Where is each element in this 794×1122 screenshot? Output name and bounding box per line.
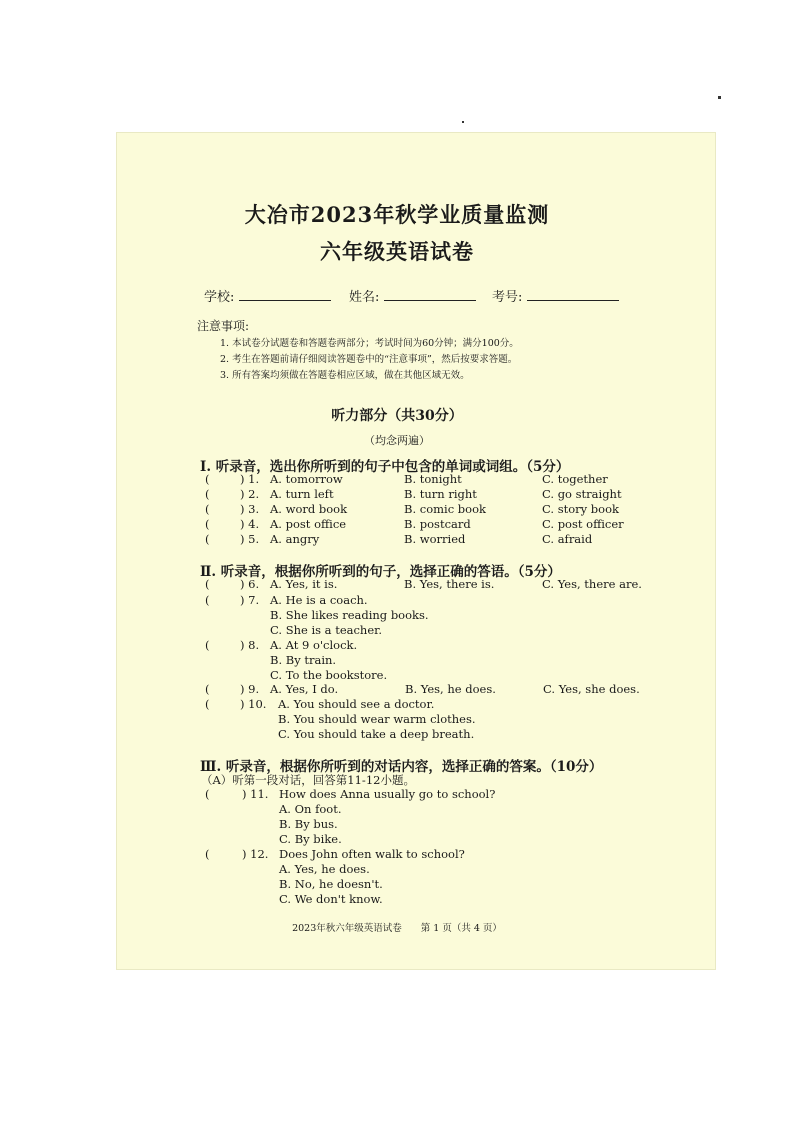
field-name-line[interactable]	[384, 288, 476, 301]
option-a: A. turn left	[270, 487, 334, 501]
exam-title-line1: 大冶市2023年秋学业质量监测	[244, 202, 550, 227]
field-name	[349, 286, 476, 305]
scan-speck	[462, 121, 464, 123]
option-a: A. Yes, I do.	[270, 682, 339, 696]
question-number: ) 3.	[240, 502, 260, 516]
page-footer: 2023年秋六年级英语试卷 第 1 页（共 4 页）	[292, 923, 502, 934]
answer-paren[interactable]: (	[205, 638, 210, 652]
field-exam-number	[492, 286, 619, 305]
answer-paren[interactable]: (	[205, 517, 210, 531]
notice-item: 3. 所有答案均须做在答题卷相应区域，做在其他区域无效。	[220, 370, 470, 381]
field-exam-number-line[interactable]	[527, 288, 619, 301]
question-number: ) 2.	[240, 487, 260, 501]
section3-title: Ⅲ. 听录音，根据你所听到的对话内容，选择正确的答案。（10分）	[200, 759, 603, 775]
question-number: ) 8.	[240, 638, 260, 652]
option-b: B. postcard	[404, 517, 471, 531]
answer-paren[interactable]: (	[205, 487, 210, 501]
field-exam-number-label: 考号:	[492, 290, 523, 305]
answer-paren[interactable]: (	[205, 787, 210, 801]
section1-title: Ⅰ. 听录音，选出你所听到的句子中包含的单词或词组。（5分）	[200, 459, 570, 475]
field-school-label: 学校:	[204, 290, 235, 305]
option-c: C. You should take a deep breath.	[278, 727, 475, 741]
option-c: C. together	[542, 472, 608, 486]
option-b: B. No, he doesn't.	[279, 877, 383, 891]
option-c: C. Yes, she does.	[543, 682, 640, 696]
option-a: A. word book	[270, 502, 348, 516]
answer-paren[interactable]: (	[205, 593, 210, 607]
section3-part-a: （A）听第一段对话，回答第11-12小题。	[201, 773, 415, 787]
answer-paren[interactable]: (	[205, 577, 210, 591]
answer-paren[interactable]: (	[205, 532, 210, 546]
answer-paren[interactable]: (	[205, 502, 210, 516]
option-b: B. worried	[404, 532, 466, 546]
option-c: C. Yes, there are.	[542, 577, 642, 591]
answer-paren[interactable]: (	[205, 472, 210, 486]
question-number: ) 5.	[240, 532, 260, 546]
question-number: ) 6.	[240, 577, 260, 591]
option-a: A. post office	[270, 517, 347, 531]
part-title: 听力部分（共30分）	[331, 408, 463, 424]
answer-paren[interactable]: (	[205, 682, 210, 696]
option-b: B. comic book	[404, 502, 486, 516]
section2-title: Ⅱ. 听录音，根据你所听到的句子，选择正确的答语。（5分）	[200, 564, 561, 580]
option-a: A. On foot.	[279, 802, 342, 816]
option-c: C. post officer	[542, 517, 624, 531]
option-a: A. At 9 o'clock.	[270, 638, 358, 652]
question-number: ) 4.	[240, 517, 260, 531]
answer-paren[interactable]: (	[205, 847, 210, 861]
option-b: B. By bus.	[279, 817, 338, 831]
exam-title-line2: 六年级英语试卷	[320, 239, 474, 264]
option-a: A. He is a coach.	[270, 593, 368, 607]
field-school-line[interactable]	[239, 288, 331, 301]
option-a: A. angry	[270, 532, 320, 546]
question-number: ) 7.	[240, 593, 260, 607]
question-number: ) 9.	[240, 682, 260, 696]
option-a: A. You should see a doctor.	[278, 697, 435, 711]
question-number: ) 1.	[240, 472, 260, 486]
option-b: B. She likes reading books.	[270, 608, 429, 622]
question-stem: How does Anna usually go to school?	[279, 787, 496, 801]
question-number: ) 12.	[242, 847, 269, 861]
option-c: C. We don't know.	[279, 892, 383, 906]
option-c: C. go straight	[542, 487, 622, 501]
option-b: B. Yes, there is.	[404, 577, 495, 591]
question-stem: Does John often walk to school?	[279, 847, 465, 861]
notice-item: 1. 本试卷分试题卷和答题卷两部分；考试时间为60分钟；满分100分。	[220, 338, 519, 349]
option-b: B. Yes, he does.	[405, 682, 496, 696]
notice-item: 2. 考生在答题前请仔细阅读答题卷中的“注意事项”，然后按要求答题。	[220, 354, 518, 365]
option-b: B. tonight	[404, 472, 462, 486]
option-c: C. She is a teacher.	[270, 623, 383, 637]
option-c: C. By bike.	[279, 832, 342, 846]
option-b: B. turn right	[404, 487, 477, 501]
scan-speck	[718, 96, 721, 99]
option-c: C. afraid	[542, 532, 593, 546]
notice-heading: 注意事项:	[197, 319, 250, 333]
option-c: C. story book	[542, 502, 619, 516]
question-number: ) 11.	[242, 787, 269, 801]
part-note: （均念两遍）	[364, 434, 430, 447]
field-name-label: 姓名:	[349, 290, 380, 305]
option-b: B. By train.	[270, 653, 337, 667]
option-a: A. tomorrow	[270, 472, 343, 486]
answer-paren[interactable]: (	[205, 697, 210, 711]
question-number: ) 10.	[240, 697, 267, 711]
option-b: B. You should wear warm clothes.	[278, 712, 476, 726]
option-a: A. Yes, it is.	[270, 577, 338, 591]
option-c: C. To the bookstore.	[270, 668, 388, 682]
field-school	[204, 286, 331, 305]
option-a: A. Yes, he does.	[279, 862, 370, 876]
